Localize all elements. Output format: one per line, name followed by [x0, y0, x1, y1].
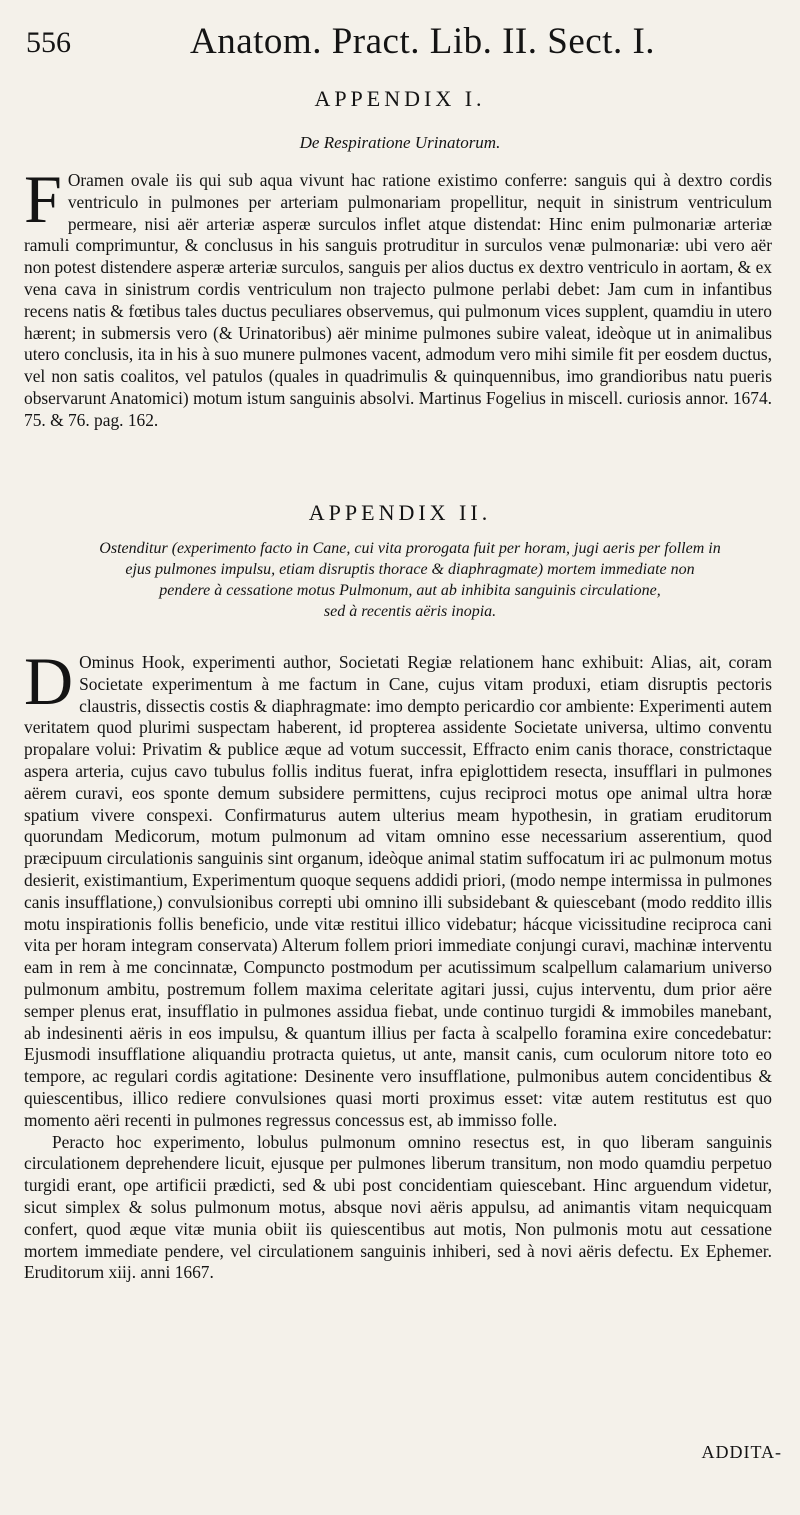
appendix-2-text-1: Ominus Hook, experimenti author, Societati Regiæ relationem hanc exhibuit: Alias, ait, coram Societate experimentum à me factum in Cane, cujus vitam produxi, etiam disruptis pectoris claustris, dissectis costis & diaphragmate: imo dempto pericardio cor ambiente: Experimenti autem veritatem quod plurimi suspectam haberent, id propterea assidente Societate universa, ultimo conventu propalare volui: Privatim & publice æque ad votum successit, Effracto enim canis thorace, constrictaque aspera arteria, cujus cavo tubulus follis inditus fuerat, infra epiglottidem resecta, insufflari in pulmones aërem curavi, eos sponte demum subsidere permittens, cujus reciproci motus ope animal ultra horæ spatium vivere conspexi. Confirmaturus autem ulterius meam hypothesin, in gratiam eruditorum quorundam Medicorum, motum pulmonum ad vitam omnino esse necessarium asserentium, quod præcipuum circulationis sanguinis sint organum, ideòque animal statim suffocatum iri ac pulmonum motus desierit, existimantium, Experimentum quoque sequens addidi priori, (modo nempe intermissa in pulmones canis insufflatione,) convulsionibus correpti ubi omnino illi subsidebant & quiescebant (modo reddito illis motu inspirationis follis beneficio, unde vitæ restitui illico videbatur; hácque vicissitudine reciproca cani vita per horam integram conservata) Alterum follem priori immediate conjungi curavi, machinæ interventu eam in rem à me concinnatæ, Compuncto postmodum per acutissimum scalpellum calamarium universo pulmonum ambitu, postremum follem maxima celeritate agitari jussi, cujus interventu, dum prior aëre semper plenus erat, insufflatio in pulmones assidua fiebat, unde continuo turgidi & immobiles manebant, ab indesinenti aëris in eos impulsu, & quantum illius per facta à scalpello foramina exire concedebatur: Ejusmodi insufflatione aliquandiu protracta quietus, ut ante, mansit canis, cum oculorum nitore toto eo tempore, ac regulari cordis agitatione: Desinente vero insufflatione, pulmonibus autem concidentibus & quiescentibus, illico rediere convulsiones quasi morti proximus esset: vitæ autem restitutus est quo momento aëri recenti in pulmones regressus concessus est, ab immisso folle. — [24, 652, 772, 1130]
appendix-2-title: APPENDIX II. — [308, 500, 492, 525]
subtitle-line: ejus pulmones impulsu, etiam disruptis thorace & diaphragmate) mortem immediate non — [125, 561, 695, 578]
appendix-2-subtitle — [40, 538, 780, 622]
appendix-2-body — [24, 643, 772, 1284]
drop-cap: D — [24, 643, 74, 719]
appendix-2-paragraph-1 — [24, 643, 772, 1132]
appendix-1-body — [24, 161, 772, 432]
page-number: 556 — [26, 26, 71, 59]
appendix-1-title: APPENDIX I. — [314, 86, 486, 111]
subtitle-line: sed à recentis aëris inopia. — [323, 603, 497, 620]
subtitle-line: Ostenditur (experimento facto in Cane, cui vita prorogata fuit per horam, jugi aeris per follem in — [99, 540, 721, 557]
appendix-1-paragraph — [24, 161, 772, 432]
drop-cap: F — [24, 161, 62, 237]
subtitle-line: pendere à cessatione motus Pulmonum, aut ab inhibita sanguinis circulatione, — [159, 582, 661, 599]
appendix-1-subtitle: De Respiratione Urinatorum. — [299, 133, 501, 152]
appendix-1-text: Oramen ovale iis qui sub aqua vivunt hac ratione existimo conferre: sanguis qui à dextro cordis ventriculo in pulmones per arteriam pulmonariam propellitur, nequit in sinistrum ventriculum permeare, nisi aër arteriæ asperæ surculos inflet atque distendat: Hinc enim pulmonariæ arteriæ ramuli comprimuntur, & conclusus in his sanguis protruditur in surculos venæ pulmonariæ: ubi vero aër non potest distendere asperæ arteriæ surculos, sanguis per alios ductus ex dextro ventriculo in aortam, & ex vena cava in sinistrum cordis ventriculum non trajecto pulmone perlabi debet: Jam cum in infantibus recens natis & fœtibus tales ductus peculiares observemus, qui pulmonum vices supplent, quamdiu in utero hærent; in submersis vero (& Urinatoribus) aër minime pulmones subire valeat, ideòque ut in animalibus utero conclusis, ita in his à suo munere pulmones vacent, admodum vero mihi simile fit per eosdem ductus, vel non satis coalitos, vel patulos (quales in quadrimulis & quinquennibus, imo grandioribus natu pueris observarunt Anatomici) motum istum sanguinis absolvi. Martinus Fogelius in miscell. curiosis annor. 1674. 75. & 76. pag. 162. — [24, 170, 772, 430]
catchword: ADDITA- — [701, 1442, 782, 1462]
page-header — [20, 14, 780, 74]
appendix-2-paragraph-2: Peracto hoc experimento, lobulus pulmonum omnino resectus est, in quo liberam sanguinis circulationem deprehendere licuit, ejusque per pulmones liberum transitum, non modo quamdiu perpetuo turgidi erant, ope artificii prædicti, sed & ubi post concidentiam quiescebant. Hinc arguendum videtur, sicut simplex & solus pulmonum motus, absque novi aëris appulsu, ad animantis vitam nequicquam confert, quod æque vitæ munia obiit iis quiescentibus aut motis, Non pulmonis motu aut cessatione mortem immediate pendere, vel circulationem sanguinis inhiberi, sed à novi aëris defectu. Ex Ephemer. Eruditorum xiij. anni 1667. — [24, 1131, 772, 1283]
running-title: Anatom. Pract. Lib. II. Sect. I. — [190, 21, 656, 62]
